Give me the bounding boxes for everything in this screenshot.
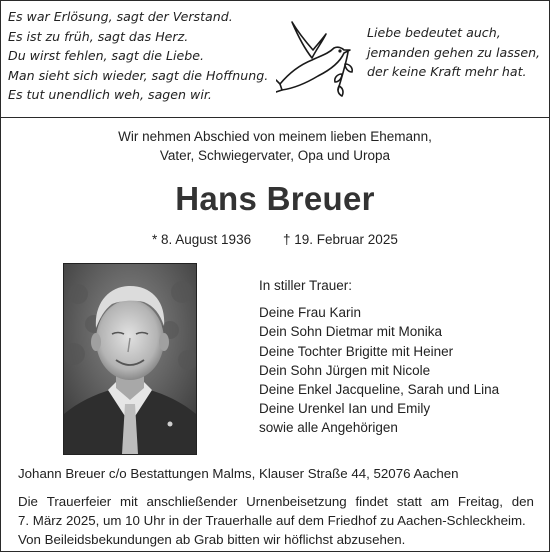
birth-date: * 8. August 1936 bbox=[152, 232, 252, 247]
poem-right-line: Liebe bedeutet auch, bbox=[367, 25, 501, 40]
ceremony-notice bbox=[18, 492, 534, 549]
intro-line: Wir nehmen Abschied von meinem lieben Ehemann, bbox=[118, 129, 432, 144]
ceremony-word: Trauerfeier bbox=[46, 494, 112, 509]
death-date: † 19. Februar 2025 bbox=[283, 232, 398, 247]
poem-left-line: Es war Erlösung, sagt der Verstand. bbox=[8, 9, 233, 24]
mourner-item: Dein Sohn Jürgen mit Nicole bbox=[259, 362, 431, 378]
ceremony-line-2: 7. März 2025, um 10 Uhr in der Trauerhalle auf dem Friedhof zu Aachen-Schleckheim. bbox=[18, 513, 526, 528]
mourner-item: Deine Frau Karin bbox=[259, 305, 362, 321]
poem-left-line: Es tut unendlich weh, sagen wir. bbox=[8, 87, 212, 103]
mourner-item: Dein Sohn Dietmar mit Monika bbox=[259, 324, 443, 340]
poem-left bbox=[8, 7, 268, 105]
ceremony-word: am bbox=[430, 494, 450, 509]
ceremony-line-3: Von Beileidsbekundungen ab Grab bitten wir höflichst abzusehen. bbox=[18, 532, 406, 547]
ceremony-word: den bbox=[511, 494, 534, 509]
intro-line: Vater, Schwiegervater, Opa und Uropa bbox=[159, 148, 391, 163]
dove-icon bbox=[276, 20, 358, 100]
contact-address: Johann Breuer c/o Bestattungen Malms, Klauser Straße 44, 52076 Aachen bbox=[18, 466, 459, 481]
mourner-item: Deine Tochter Brigitte mit Heiner bbox=[259, 343, 454, 359]
poem-right-line: jemanden gehen zu lassen, bbox=[367, 44, 541, 60]
poem-right bbox=[367, 23, 540, 82]
deceased-name: Hans Breuer bbox=[175, 180, 375, 217]
ceremony-word: Urnenbeisetzung bbox=[246, 494, 347, 509]
poem-left-line: Du wirst fehlen, sagt die Liebe. bbox=[8, 48, 205, 64]
ceremony-word: mit bbox=[120, 494, 138, 509]
ceremony-word: Freitag, bbox=[457, 494, 503, 509]
portrait-photo bbox=[63, 263, 197, 455]
divider-line bbox=[0, 117, 550, 118]
portrait-image bbox=[64, 264, 196, 454]
mourner-item: Deine Urenkel Ian und Emily bbox=[259, 401, 431, 417]
mourner-item: Deine Enkel Jacqueline, Sarah und Lina bbox=[259, 382, 500, 398]
mourners-block bbox=[259, 276, 499, 438]
ceremony-word: anschließender bbox=[146, 494, 238, 509]
ceremony-line-1 bbox=[18, 492, 534, 511]
poem-left-line: Man sieht sich wieder, sagt die Hoffnung. bbox=[8, 67, 269, 83]
poem-right-line: der keine Kraft mehr hat. bbox=[367, 64, 527, 80]
ceremony-word: statt bbox=[396, 494, 422, 509]
poem-left-line: Es ist zu früh, sagt das Herz. bbox=[8, 28, 189, 44]
ceremony-word: Die bbox=[18, 494, 38, 509]
mourner-item: sowie alle Angehörigen bbox=[259, 420, 398, 436]
mourners-heading: In stiller Trauer: bbox=[259, 278, 353, 293]
ceremony-word: findet bbox=[355, 494, 388, 509]
